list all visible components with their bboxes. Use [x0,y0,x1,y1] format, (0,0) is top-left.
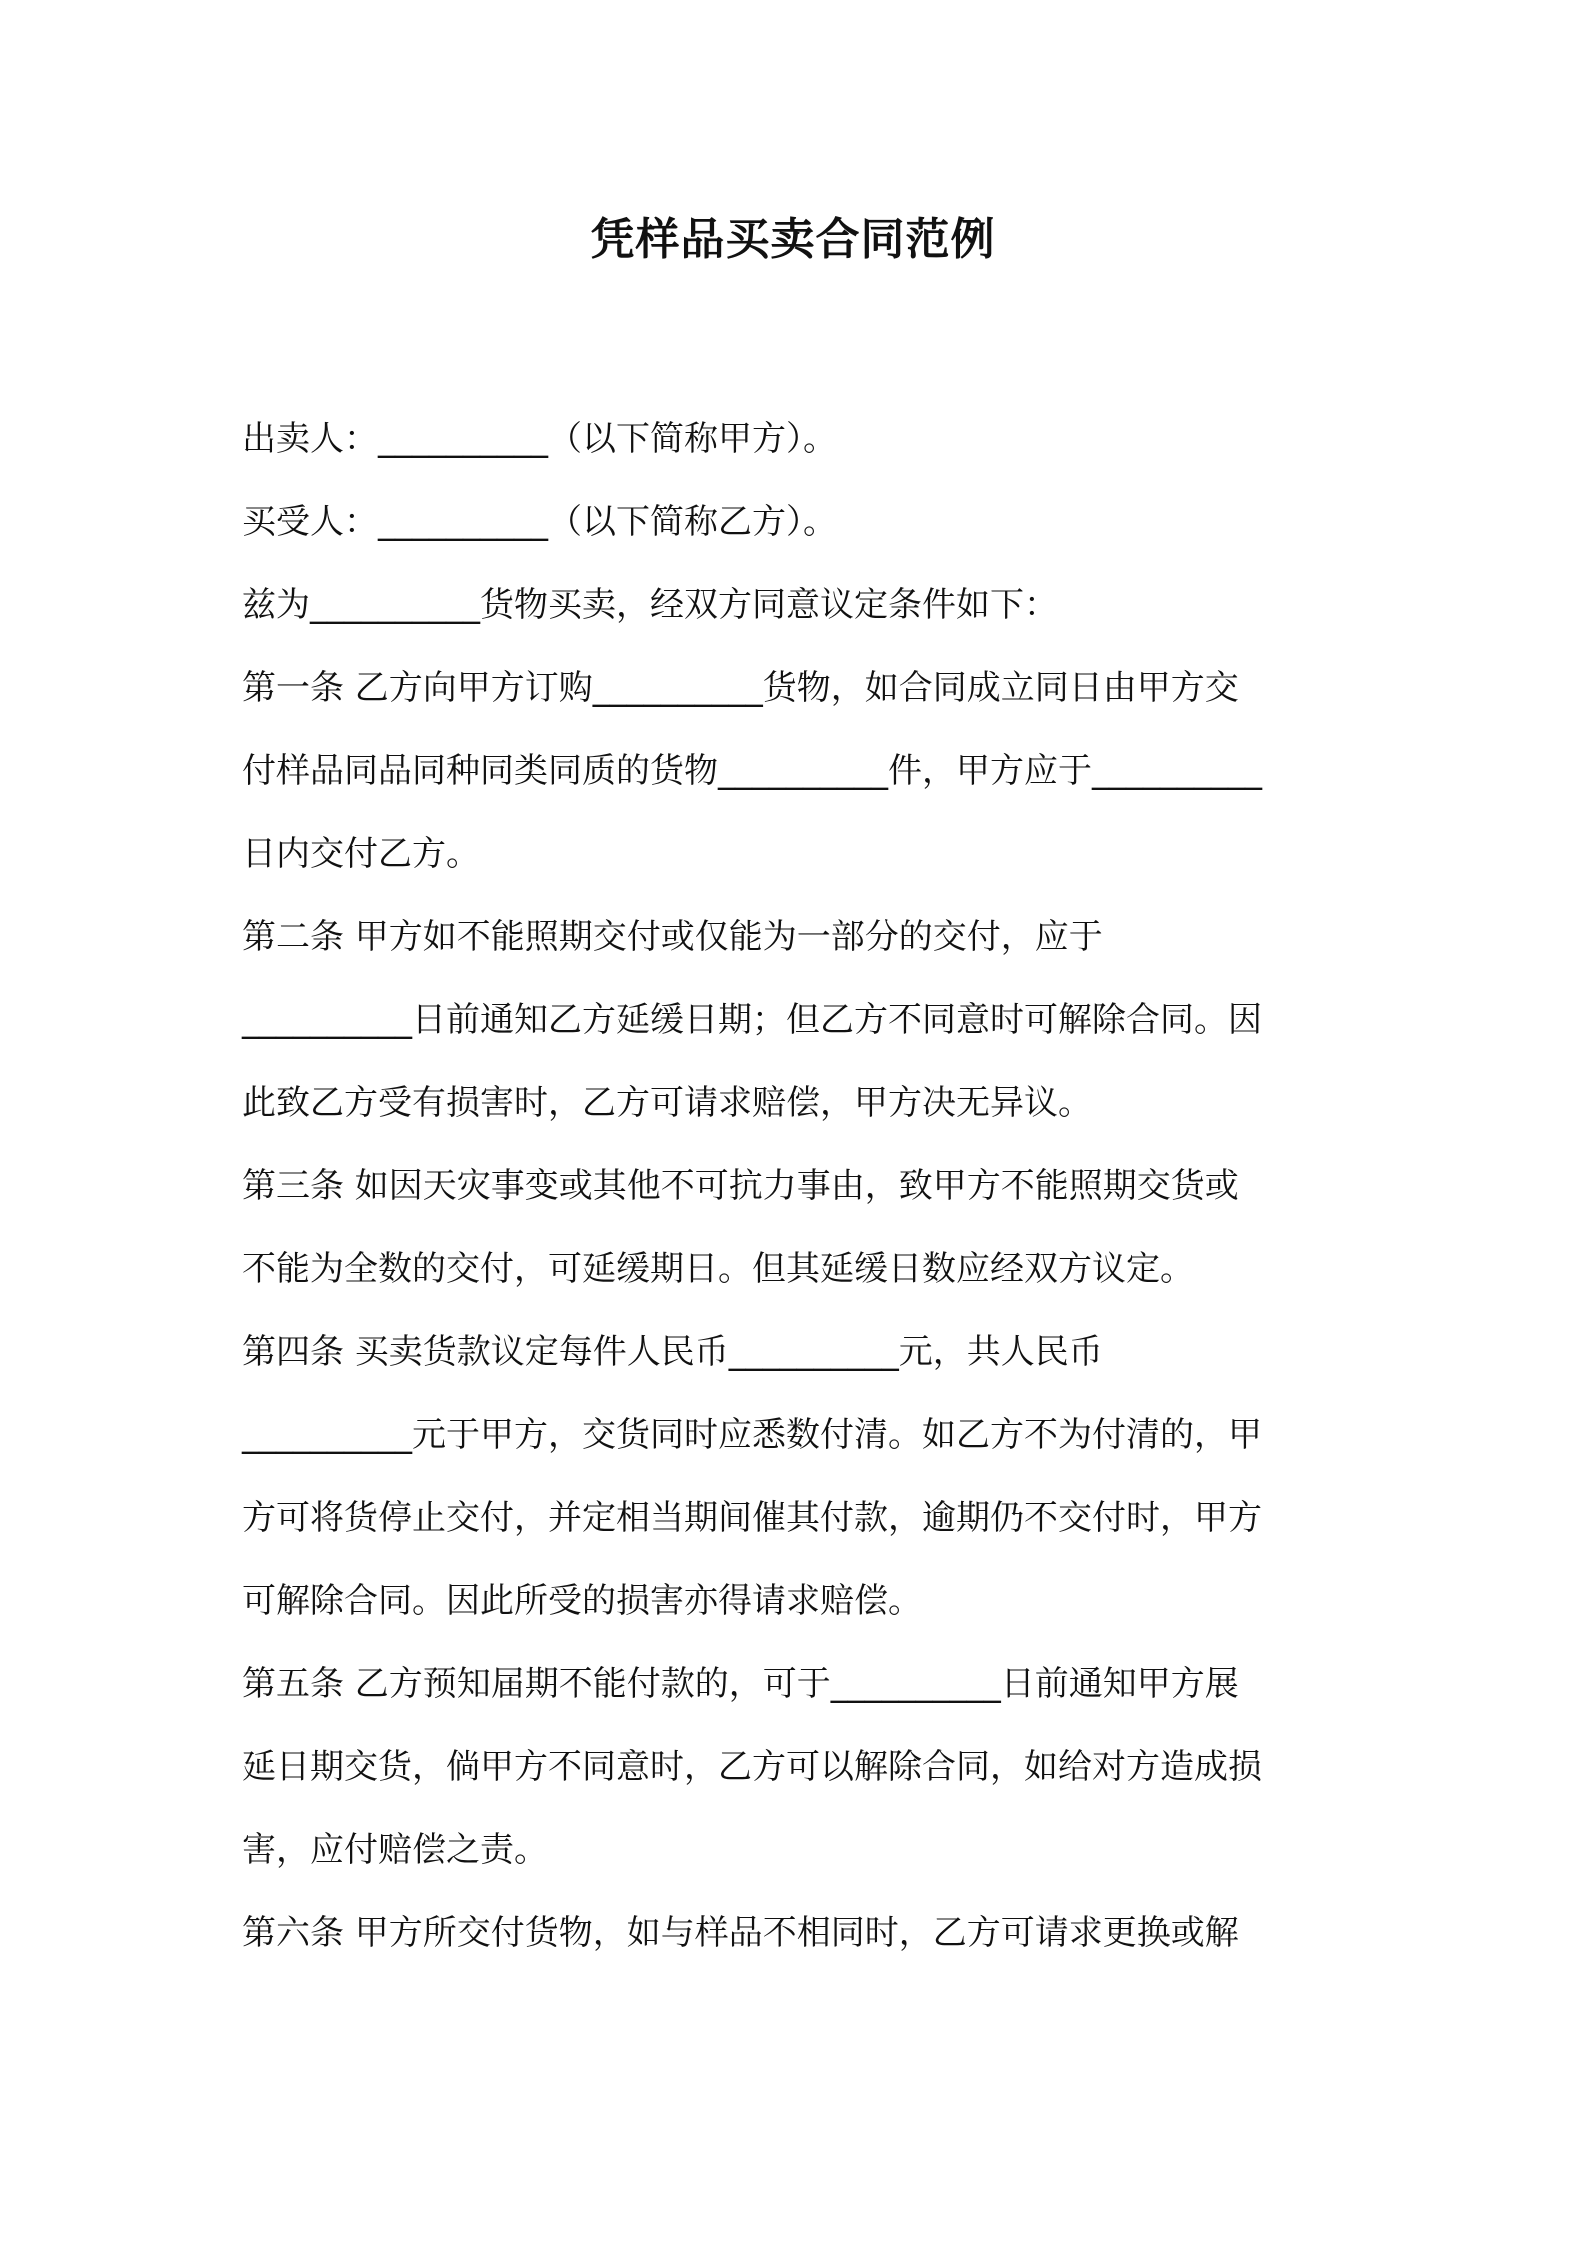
document-body [242,405,1354,1982]
body-line: 延日期交货，倘甲方不同意时，乙方可以解除合同，如给对方造成损 [242,1747,1262,1787]
body-line: 第三条 如因天灾事变或其他不可抗力事由，致甲方不能照期交货或 [242,1166,1239,1206]
body-line: 买受人：__________（以下简称乙方）。 [242,502,837,542]
body-line: 出卖人：__________（以下简称甲方）。 [242,419,837,459]
body-line: 可解除合同。因此所受的损害亦得请求赔偿。 [242,1581,922,1621]
body-line: 第一条 乙方向甲方订购__________货物，如合同成立同日由甲方交 [242,668,1239,708]
body-line: 方可将货停止交付，并定相当期间催其付款，逾期仍不交付时，甲方 [242,1498,1262,1538]
body-line: 第五条 乙方预知届期不能付款的，可于__________日前通知甲方展 [242,1664,1239,1704]
body-line: 第四条 买卖货款议定每件人民币__________元，共人民币 [242,1332,1103,1372]
body-line: 兹为__________货物买卖，经双方同意议定条件如下： [242,585,1058,625]
body-line: 付样品同品同种同类同质的货物__________件，甲方应于__________ [242,751,1262,791]
body-line: 不能为全数的交付，可延缓期日。但其延缓日数应经双方议定。 [242,1249,1194,1289]
document-title: 凭样品买卖合同范例 [590,214,996,265]
body-line: 第六条 甲方所交付货物，如与样品不相同时，乙方可请求更换或解 [242,1913,1239,1953]
body-line: 此致乙方受有损害时，乙方可请求赔偿，甲方决无异议。 [242,1083,1092,1123]
body-line: __________元于甲方，交货同时应悉数付清。如乙方不为付清的，甲 [242,1415,1262,1455]
body-line: 第二条 甲方如不能照期交付或仅能为一部分的交付，应于 [242,917,1103,957]
body-line: 日内交付乙方。 [242,834,480,874]
body-line: __________日前通知乙方延缓日期；但乙方不同意时可解除合同。因 [242,1000,1262,1040]
body-line: 害，应付赔偿之责。 [242,1830,548,1870]
